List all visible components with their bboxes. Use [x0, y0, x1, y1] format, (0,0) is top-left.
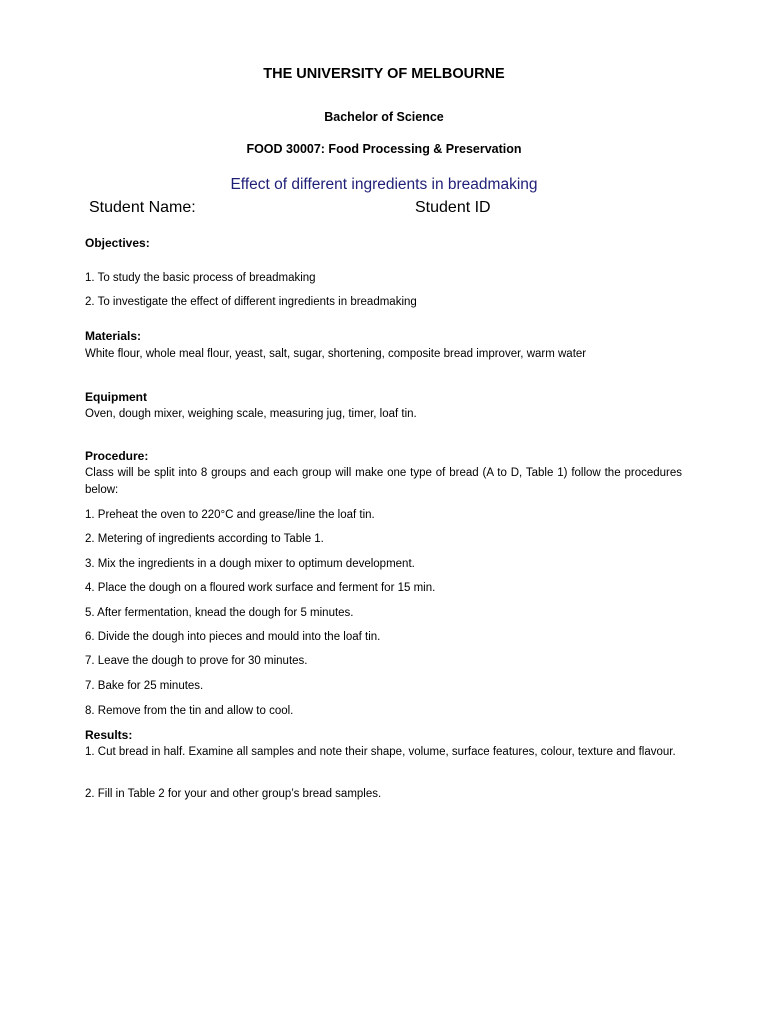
degree-name: Bachelor of Science	[324, 110, 444, 124]
materials-heading: Materials:	[85, 329, 142, 343]
procedure-step: 1. Preheat the oven to 220°C and grease/line the loaf tin.	[85, 509, 375, 521]
student-info-row	[89, 199, 689, 223]
course-title: FOOD 30007: Food Processing & Preservation	[246, 142, 522, 156]
procedure-step: 5. After fermentation, knead the dough for 5 minutes.	[85, 607, 354, 619]
results-item: 2. Fill in Table 2 for your and other group’s bread samples.	[85, 788, 382, 800]
equipment-text: Oven, dough mixer, weighing scale, measuring jug, timer, loaf tin.	[85, 408, 417, 420]
university-name: THE UNIVERSITY OF MELBOURNE	[263, 66, 505, 82]
results-heading: Results:	[85, 728, 133, 742]
student-id-label: Student ID	[415, 199, 491, 216]
student-name-label: Student Name:	[89, 199, 196, 216]
objective-item: 1. To study the basic process of breadmaking	[85, 272, 316, 284]
procedure-step: 7. Bake for 25 minutes.	[85, 680, 204, 692]
procedure-heading: Procedure:	[85, 449, 149, 463]
objectives-heading: Objectives:	[85, 236, 150, 250]
procedure-step: 3. Mix the ingredients in a dough mixer to optimum development.	[85, 558, 415, 570]
materials-text: White flour, whole meal flour, yeast, salt, sugar, shortening, composite bread improver, warm water	[85, 348, 587, 360]
procedure-step: 2. Metering of ingredients according to Table 1.	[85, 533, 324, 545]
objective-item: 2. To investigate the effect of different ingredients in breadmaking	[85, 296, 417, 308]
results-item: 1. Cut bread in half. Examine all samples and note their shape, volume, surface features, colour, texture and flavour.	[85, 746, 676, 758]
equipment-heading: Equipment	[85, 390, 147, 404]
procedure-step: 6. Divide the dough into pieces and mould into the loaf tin.	[85, 631, 381, 643]
procedure-intro: Class will be split into 8 groups and each group will make one type of bread (A to D, Table 1) follow the procedures below:	[85, 467, 682, 496]
procedure-step: 4. Place the dough on a floured work surface and ferment for 15 min.	[85, 582, 436, 594]
procedure-step: 8. Remove from the tin and allow to cool.	[85, 705, 294, 717]
procedure-step: 7. Leave the dough to prove for 30 minutes.	[85, 655, 308, 667]
document-title: Effect of different ingredients in breadmaking	[230, 176, 538, 193]
